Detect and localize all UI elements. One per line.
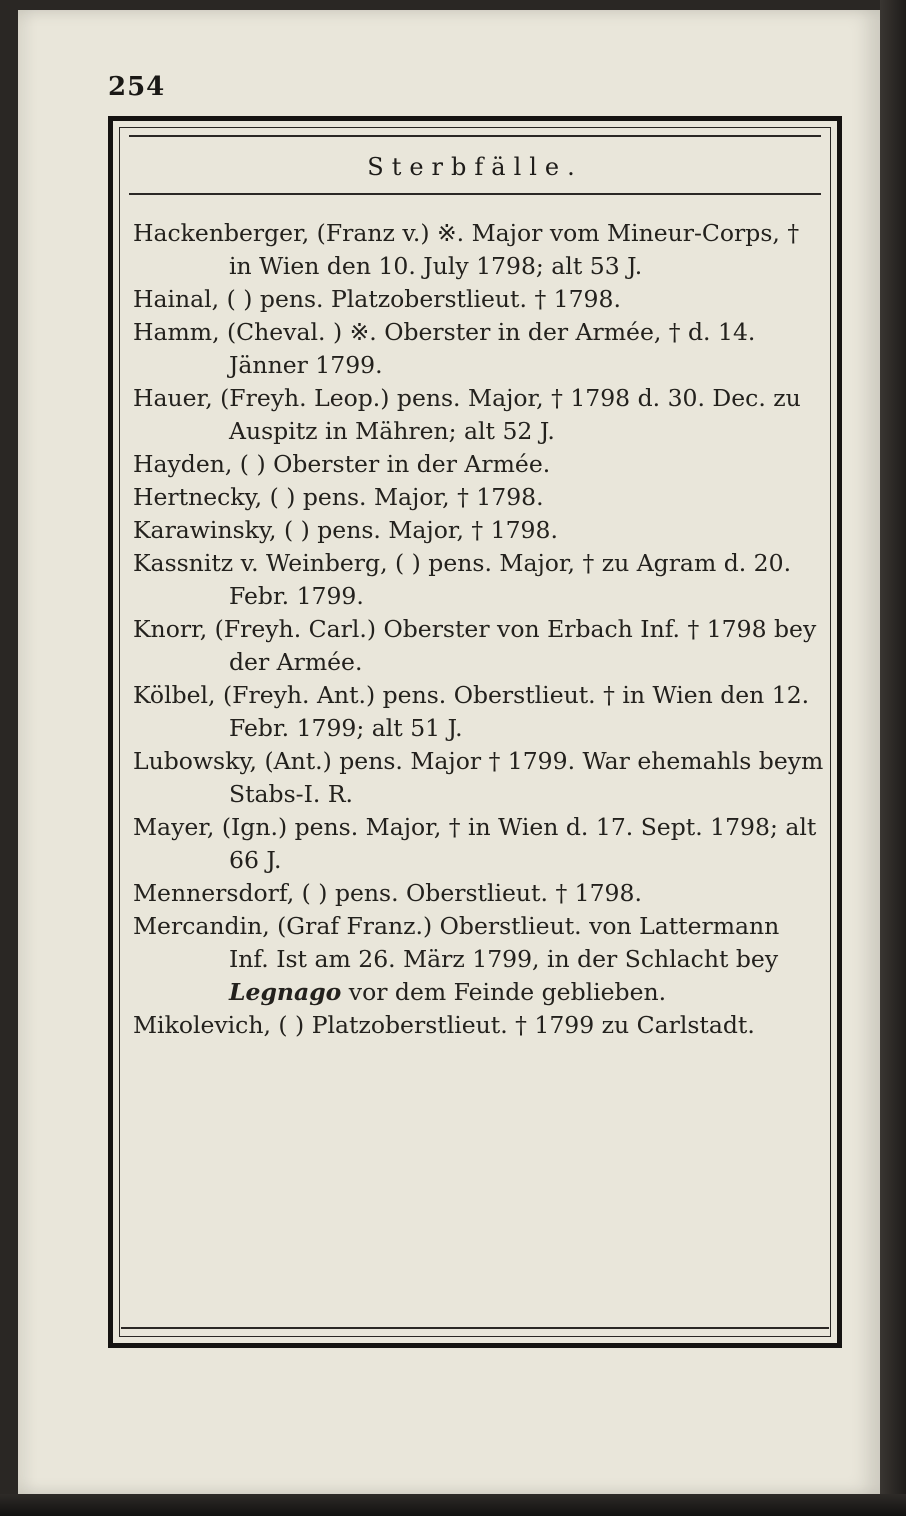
- list-item: Mennersdorf, ( ) pens. Oberstlieut. † 1798.: [133, 879, 642, 907]
- text-frame: [108, 116, 842, 1348]
- list-item: [133, 910, 825, 1009]
- top-rule: [129, 135, 821, 137]
- list-item: Mayer, (Ign.) pens. Major, † in Wien d. 17. Sept. 1798; alt 66 J.: [133, 813, 817, 874]
- entry-text: Mercandin, (Graf Franz.) Oberstlieut. von Lattermann Inf. Ist am 26. März 1799, in der Schlacht bey: [133, 912, 780, 973]
- list-item: Lubowsky, (Ant.) pens. Major † 1799. War ehemahls beym Stabs-I. R.: [133, 747, 824, 808]
- entry-list: [133, 217, 825, 1042]
- list-item: Kassnitz v. Weinberg, ( ) pens. Major, † zu Agram d. 20. Febr. 1799.: [133, 549, 792, 610]
- book-edge-right: [880, 0, 906, 1516]
- list-item: Hertnecky, ( ) pens. Major, † 1798.: [133, 483, 544, 511]
- list-item: Hamm, (Cheval. ) ※. Oberster in der Armée, † d. 14. Jänner 1799.: [133, 318, 756, 379]
- section-heading: Sterbfälle.: [367, 153, 583, 181]
- list-item: Hainal, ( ) pens. Platzoberstlieut. † 1798.: [133, 285, 621, 313]
- list-item: Mikolevich, ( ) Platzoberstlieut. † 1799 zu Carlstadt.: [133, 1011, 755, 1039]
- list-item: Kölbel, (Freyh. Ant.) pens. Oberstlieut. † in Wien den 12. Febr. 1799; alt 51 J.: [133, 681, 810, 742]
- list-item: Knorr, (Freyh. Carl.) Oberster von Erbach Inf. † 1798 bey der Armée.: [133, 615, 817, 676]
- heading-rule: [129, 193, 821, 195]
- entry-text: vor dem Feinde geblieben.: [341, 978, 667, 1006]
- list-item: Hackenberger, (Franz v.) ※. Major vom Mineur-Corps, † in Wien den 10. July 1798; alt 53 J.: [133, 219, 800, 280]
- list-item: Hayden, ( ) Oberster in der Armée.: [133, 450, 551, 478]
- place-name-italic: Legnago: [229, 978, 342, 1006]
- page-number: 254: [108, 72, 166, 102]
- book-edge-bottom: [0, 1494, 906, 1516]
- bottom-rule: [121, 1327, 829, 1329]
- list-item: Karawinsky, ( ) pens. Major, † 1798.: [133, 516, 558, 544]
- list-item: Hauer, (Freyh. Leop.) pens. Major, † 1798 d. 30. Dec. zu Auspitz in Mähren; alt 52 J.: [133, 384, 801, 445]
